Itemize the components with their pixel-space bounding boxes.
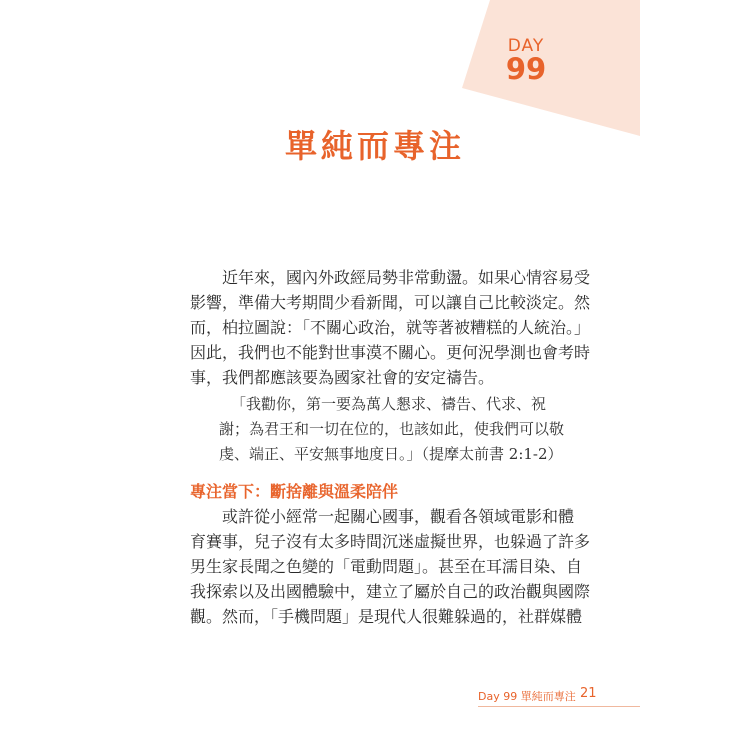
day-number: 99 [505, 52, 547, 86]
footer-label: Day 99 單純而專注 [478, 690, 576, 703]
intro-paragraph [190, 265, 591, 390]
section-line: 男生家長聞之色變的「電動問題」。甚至在耳濡目染、自 [190, 557, 583, 576]
quote-line: 虔、端正、平安無事地度日。」（提摩太前書 2:1-2） [219, 445, 563, 463]
intro-line: 影響，準備大考期間少看新聞，可以讓自己比較淡定。然 [190, 293, 591, 312]
section-line: 或許從小經常一起關心國事，觀看各領域電影和體 [222, 507, 575, 526]
section-paragraph [190, 504, 591, 629]
intro-line: 近年來，國內外政經局勢非常動盪。如果心情容易受 [222, 268, 591, 287]
intro-line: 事，我們都應該要為國家社會的安定禱告。 [190, 368, 495, 387]
section-heading: 專注當下：斷捨離與溫柔陪伴 [190, 482, 399, 501]
page-title: 單純而專注 [284, 127, 465, 165]
section-line: 育賽事，兒子沒有太多時間沉迷虛擬世界，也躲過了許多 [190, 532, 591, 551]
quote-line: 謝；為君王和一切在位的，也該如此，使我們可以敬 [219, 420, 565, 438]
scripture-quote [219, 392, 565, 467]
page-number: 21 [580, 686, 597, 701]
intro-line: 因此，我們也不能對世事漠不關心。更何況學測也會考時 [190, 343, 591, 362]
footer-divider [478, 706, 640, 707]
section-line: 我探索以及出國體驗中，建立了屬於自己的政治觀與國際 [190, 582, 591, 601]
section-line: 觀。然而，「手機問題」是現代人很難躲過的，社群媒體 [190, 607, 583, 626]
day-label: DAY [507, 36, 545, 56]
intro-line: 而，柏拉圖說：「不關心政治，就等著被糟糕的人統治。」 [190, 318, 591, 337]
quote-line: 「我勸你，第一要為萬人懇求、禱告、代求、祝 [231, 395, 547, 413]
